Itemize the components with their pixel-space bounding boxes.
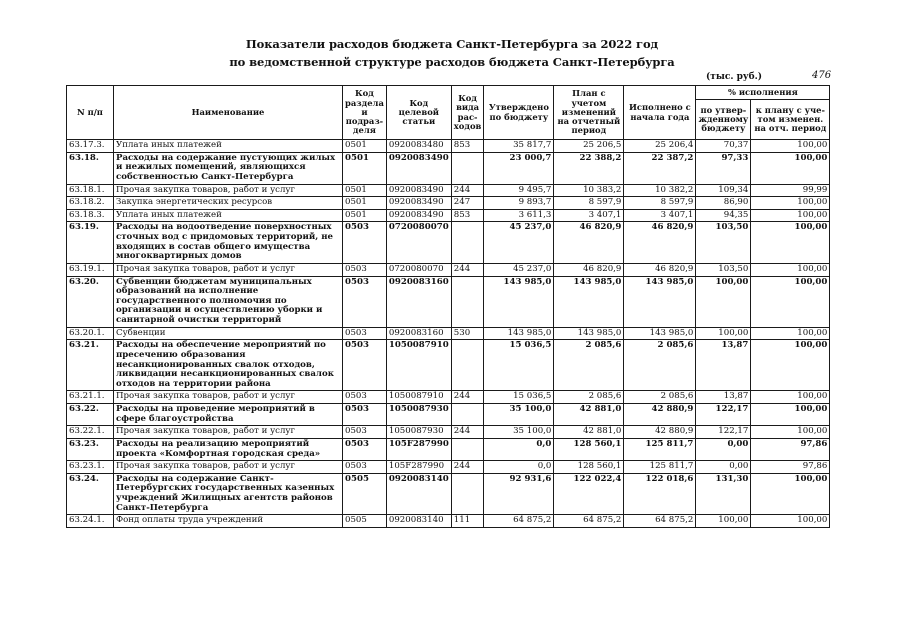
cell-approved: 0,0 <box>484 438 554 460</box>
header-pct-approved: по утвер-жденному бюджету <box>696 100 751 140</box>
page-number: 476 <box>812 70 832 81</box>
cell-exp-type <box>451 152 484 184</box>
table-row <box>67 438 830 460</box>
header-section: Код раздела и подраз-деля <box>343 86 387 140</box>
cell-name: Прочая закупка товаров, работ и услуг <box>114 461 343 474</box>
cell-target: 0920083140 <box>386 515 451 528</box>
cell-name: Закупка энергетических ресурсов <box>114 197 343 210</box>
cell-plan: 128 560,1 <box>554 461 624 474</box>
cell-num: 63.18.2. <box>67 197 114 210</box>
cell-plan: 46 820,9 <box>554 263 624 276</box>
cell-pct-plan: 100,00 <box>751 152 830 184</box>
cell-exp-type: 244 <box>451 391 484 404</box>
table-row <box>67 263 830 276</box>
table-row <box>67 515 830 528</box>
cell-num: 63.17.3. <box>67 140 114 153</box>
cell-num: 63.20. <box>67 276 114 327</box>
cell-executed: 64 875,2 <box>624 515 696 528</box>
document-subtitle: по ведомственной структуре расходов бюджета Санкт-Петербурга <box>229 55 675 69</box>
cell-section: 0503 <box>343 276 387 327</box>
header-num: N п/п <box>67 86 114 140</box>
cell-name: Прочая закупка товаров, работ и услуг <box>114 391 343 404</box>
cell-executed: 42 880,9 <box>624 404 696 426</box>
cell-pct-approved: 122,17 <box>696 426 751 439</box>
cell-name: Расходы на водоотведение поверхностных сточных вод с придомовых территорий, не входящих в состав общего имущества многоквартирных домов <box>114 222 343 264</box>
cell-name: Субвенции бюджетам муниципальных образований на исполнение государственного полномочия по организации и осуществлению уборки и санитарной очистки территорий <box>114 276 343 327</box>
cell-num: 63.23.1. <box>67 461 114 474</box>
table-row <box>67 426 830 439</box>
cell-section: 0503 <box>343 263 387 276</box>
cell-section: 0503 <box>343 404 387 426</box>
cell-exp-type: 244 <box>451 184 484 197</box>
cell-num: 63.22.1. <box>67 426 114 439</box>
cell-pct-approved: 100,00 <box>696 276 751 327</box>
table-row <box>67 152 830 184</box>
cell-name: Расходы на содержание пустующих жилых и нежилых помещений, являющихся собственностью Санкт-Петербурга <box>114 152 343 184</box>
cell-executed: 3 407,1 <box>624 209 696 222</box>
table-body <box>67 140 830 528</box>
cell-approved: 45 237,0 <box>484 222 554 264</box>
cell-pct-approved: 0,00 <box>696 438 751 460</box>
cell-approved: 15 036,5 <box>484 391 554 404</box>
cell-target: 105F287990 <box>386 438 451 460</box>
cell-plan: 64 875,2 <box>554 515 624 528</box>
cell-num: 63.18.3. <box>67 209 114 222</box>
cell-target: 0920083490 <box>386 209 451 222</box>
cell-target: 0720080070 <box>386 263 451 276</box>
cell-exp-type: 853 <box>451 209 484 222</box>
cell-section: 0505 <box>343 515 387 528</box>
cell-section: 0501 <box>343 184 387 197</box>
cell-exp-type: 244 <box>451 461 484 474</box>
cell-target: 1050087910 <box>386 340 451 391</box>
cell-pct-approved: 103,50 <box>696 222 751 264</box>
cell-plan: 3 407,1 <box>554 209 624 222</box>
cell-pct-approved: 109,34 <box>696 184 751 197</box>
cell-name: Расходы на проведение мероприятий в сфере благоустройства <box>114 404 343 426</box>
cell-executed: 46 820,9 <box>624 222 696 264</box>
cell-name: Прочая закупка товаров, работ и услуг <box>114 184 343 197</box>
cell-plan: 42 881,0 <box>554 404 624 426</box>
cell-pct-approved: 122,17 <box>696 404 751 426</box>
cell-executed: 122 018,6 <box>624 473 696 515</box>
cell-plan: 2 085,6 <box>554 391 624 404</box>
cell-approved: 92 931,6 <box>484 473 554 515</box>
header-pct-plan: к плану с уче-том изменен. на отч. период <box>751 100 830 140</box>
cell-executed: 46 820,9 <box>624 263 696 276</box>
cell-exp-type: 244 <box>451 426 484 439</box>
cell-section: 0503 <box>343 438 387 460</box>
cell-pct-plan: 100,00 <box>751 340 830 391</box>
cell-pct-plan: 99,99 <box>751 184 830 197</box>
table-row <box>67 140 830 153</box>
cell-target: 0920083490 <box>386 152 451 184</box>
table-row <box>67 473 830 515</box>
cell-exp-type <box>451 404 484 426</box>
cell-pct-approved: 100,00 <box>696 327 751 340</box>
units-label: (тыс. руб.) <box>706 72 763 82</box>
cell-exp-type <box>451 340 484 391</box>
cell-target: 1050087930 <box>386 404 451 426</box>
cell-num: 63.21. <box>67 340 114 391</box>
cell-target: 0920083490 <box>386 184 451 197</box>
cell-target: 0920083490 <box>386 197 451 210</box>
table-row <box>67 209 830 222</box>
table-row <box>67 404 830 426</box>
cell-pct-approved: 100,00 <box>696 515 751 528</box>
cell-exp-type <box>451 473 484 515</box>
cell-executed: 25 206,4 <box>624 140 696 153</box>
cell-num: 63.19. <box>67 222 114 264</box>
cell-pct-plan: 100,00 <box>751 197 830 210</box>
cell-pct-approved: 13,87 <box>696 340 751 391</box>
header-pct-group: % исполнения <box>696 86 830 100</box>
cell-plan: 8 597,9 <box>554 197 624 210</box>
cell-target: 105F287990 <box>386 461 451 474</box>
cell-exp-type: 247 <box>451 197 484 210</box>
cell-name: Фонд оплаты труда учреждений <box>114 515 343 528</box>
cell-num: 63.19.1. <box>67 263 114 276</box>
cell-approved: 143 985,0 <box>484 327 554 340</box>
cell-approved: 35 100,0 <box>484 404 554 426</box>
cell-pct-approved: 94,35 <box>696 209 751 222</box>
cell-target: 0920083480 <box>386 140 451 153</box>
cell-pct-plan: 100,00 <box>751 222 830 264</box>
cell-plan: 2 085,6 <box>554 340 624 391</box>
header-target: Код целевой статьи <box>386 86 451 140</box>
document-title: Показатели расходов бюджета Санкт-Петербурга за 2022 год <box>245 37 659 51</box>
cell-approved: 64 875,2 <box>484 515 554 528</box>
budget-table <box>66 85 830 528</box>
cell-executed: 2 085,6 <box>624 340 696 391</box>
cell-section: 0501 <box>343 140 387 153</box>
cell-executed: 125 811,7 <box>624 461 696 474</box>
cell-target: 1050087910 <box>386 391 451 404</box>
cell-section: 0505 <box>343 473 387 515</box>
cell-executed: 125 811,7 <box>624 438 696 460</box>
cell-executed: 22 387,2 <box>624 152 696 184</box>
cell-section: 0503 <box>343 340 387 391</box>
cell-pct-plan: 100,00 <box>751 140 830 153</box>
cell-pct-plan: 100,00 <box>751 391 830 404</box>
cell-plan: 46 820,9 <box>554 222 624 264</box>
cell-approved: 0,0 <box>484 461 554 474</box>
cell-executed: 10 382,2 <box>624 184 696 197</box>
cell-section: 0501 <box>343 152 387 184</box>
cell-executed: 143 985,0 <box>624 327 696 340</box>
cell-num: 63.23. <box>67 438 114 460</box>
cell-executed: 143 985,0 <box>624 276 696 327</box>
cell-num: 63.24.1. <box>67 515 114 528</box>
cell-num: 63.24. <box>67 473 114 515</box>
cell-num: 63.18.1. <box>67 184 114 197</box>
cell-approved: 45 237,0 <box>484 263 554 276</box>
cell-pct-plan: 100,00 <box>751 209 830 222</box>
cell-exp-type <box>451 222 484 264</box>
cell-plan: 25 206,5 <box>554 140 624 153</box>
cell-approved: 35 817,7 <box>484 140 554 153</box>
cell-pct-approved: 86,90 <box>696 197 751 210</box>
cell-name: Уплата иных платежей <box>114 140 343 153</box>
cell-pct-plan: 100,00 <box>751 263 830 276</box>
cell-name: Уплата иных платежей <box>114 209 343 222</box>
cell-exp-type <box>451 276 484 327</box>
cell-section: 0503 <box>343 222 387 264</box>
table-row <box>67 276 830 327</box>
cell-target: 0920083160 <box>386 327 451 340</box>
table-row <box>67 391 830 404</box>
cell-section: 0503 <box>343 391 387 404</box>
table-row <box>67 327 830 340</box>
cell-target: 0920083140 <box>386 473 451 515</box>
cell-plan: 143 985,0 <box>554 276 624 327</box>
table-row <box>67 184 830 197</box>
cell-plan: 42 881,0 <box>554 426 624 439</box>
cell-executed: 8 597,9 <box>624 197 696 210</box>
cell-num: 63.18. <box>67 152 114 184</box>
header-plan: План с учетом изменений на отчетный период <box>554 86 624 140</box>
cell-section: 0503 <box>343 461 387 474</box>
cell-pct-approved: 131,30 <box>696 473 751 515</box>
cell-approved: 23 000,7 <box>484 152 554 184</box>
table-row <box>67 197 830 210</box>
cell-name: Расходы на реализацию мероприятий проекта «Комфортная городская среда» <box>114 438 343 460</box>
cell-name: Расходы на обеспечение мероприятий по пресечению образования несанкционированных свалок отходов, ликвидации несанкционированных свалок отходов на территории района <box>114 340 343 391</box>
cell-exp-type: 111 <box>451 515 484 528</box>
header-executed: Исполнено с начала года <box>624 86 696 140</box>
cell-approved: 9 893,7 <box>484 197 554 210</box>
cell-pct-approved: 70,37 <box>696 140 751 153</box>
cell-pct-approved: 103,50 <box>696 263 751 276</box>
cell-exp-type: 244 <box>451 263 484 276</box>
cell-section: 0501 <box>343 197 387 210</box>
cell-num: 63.22. <box>67 404 114 426</box>
header-exp-type: Код вида рас-ходов <box>451 86 484 140</box>
cell-pct-plan: 97,86 <box>751 461 830 474</box>
cell-pct-approved: 97,33 <box>696 152 751 184</box>
cell-pct-plan: 100,00 <box>751 473 830 515</box>
cell-approved: 9 495,7 <box>484 184 554 197</box>
cell-pct-plan: 100,00 <box>751 404 830 426</box>
cell-exp-type: 530 <box>451 327 484 340</box>
cell-plan: 22 388,2 <box>554 152 624 184</box>
cell-approved: 15 036,5 <box>484 340 554 391</box>
cell-exp-type: 853 <box>451 140 484 153</box>
cell-section: 0503 <box>343 327 387 340</box>
cell-approved: 3 611,3 <box>484 209 554 222</box>
cell-target: 0920083160 <box>386 276 451 327</box>
cell-plan: 128 560,1 <box>554 438 624 460</box>
cell-pct-approved: 13,87 <box>696 391 751 404</box>
cell-pct-plan: 100,00 <box>751 426 830 439</box>
cell-num: 63.21.1. <box>67 391 114 404</box>
cell-approved: 143 985,0 <box>484 276 554 327</box>
cell-pct-approved: 0,00 <box>696 461 751 474</box>
cell-pct-plan: 97,86 <box>751 438 830 460</box>
cell-section: 0501 <box>343 209 387 222</box>
cell-plan: 122 022,4 <box>554 473 624 515</box>
cell-pct-plan: 100,00 <box>751 327 830 340</box>
cell-exp-type <box>451 438 484 460</box>
header-approved: Утверждено по бюджету <box>484 86 554 140</box>
cell-plan: 10 383,2 <box>554 184 624 197</box>
cell-name: Субвенции <box>114 327 343 340</box>
cell-num: 63.20.1. <box>67 327 114 340</box>
cell-executed: 42 880,9 <box>624 426 696 439</box>
cell-plan: 143 985,0 <box>554 327 624 340</box>
cell-name: Расходы на содержание Санкт-Петербургских государственных казенных учреждений Жилищных агентств районов Санкт-Петербурга <box>114 473 343 515</box>
table-row <box>67 222 830 264</box>
cell-approved: 35 100,0 <box>484 426 554 439</box>
cell-section: 0503 <box>343 426 387 439</box>
cell-pct-plan: 100,00 <box>751 515 830 528</box>
cell-target: 1050087930 <box>386 426 451 439</box>
table-row <box>67 461 830 474</box>
cell-name: Прочая закупка товаров, работ и услуг <box>114 263 343 276</box>
cell-name: Прочая закупка товаров, работ и услуг <box>114 426 343 439</box>
cell-executed: 2 085,6 <box>624 391 696 404</box>
table-row <box>67 340 830 391</box>
cell-pct-plan: 100,00 <box>751 276 830 327</box>
header-name: Наименование <box>114 86 343 140</box>
cell-target: 0720080070 <box>386 222 451 264</box>
